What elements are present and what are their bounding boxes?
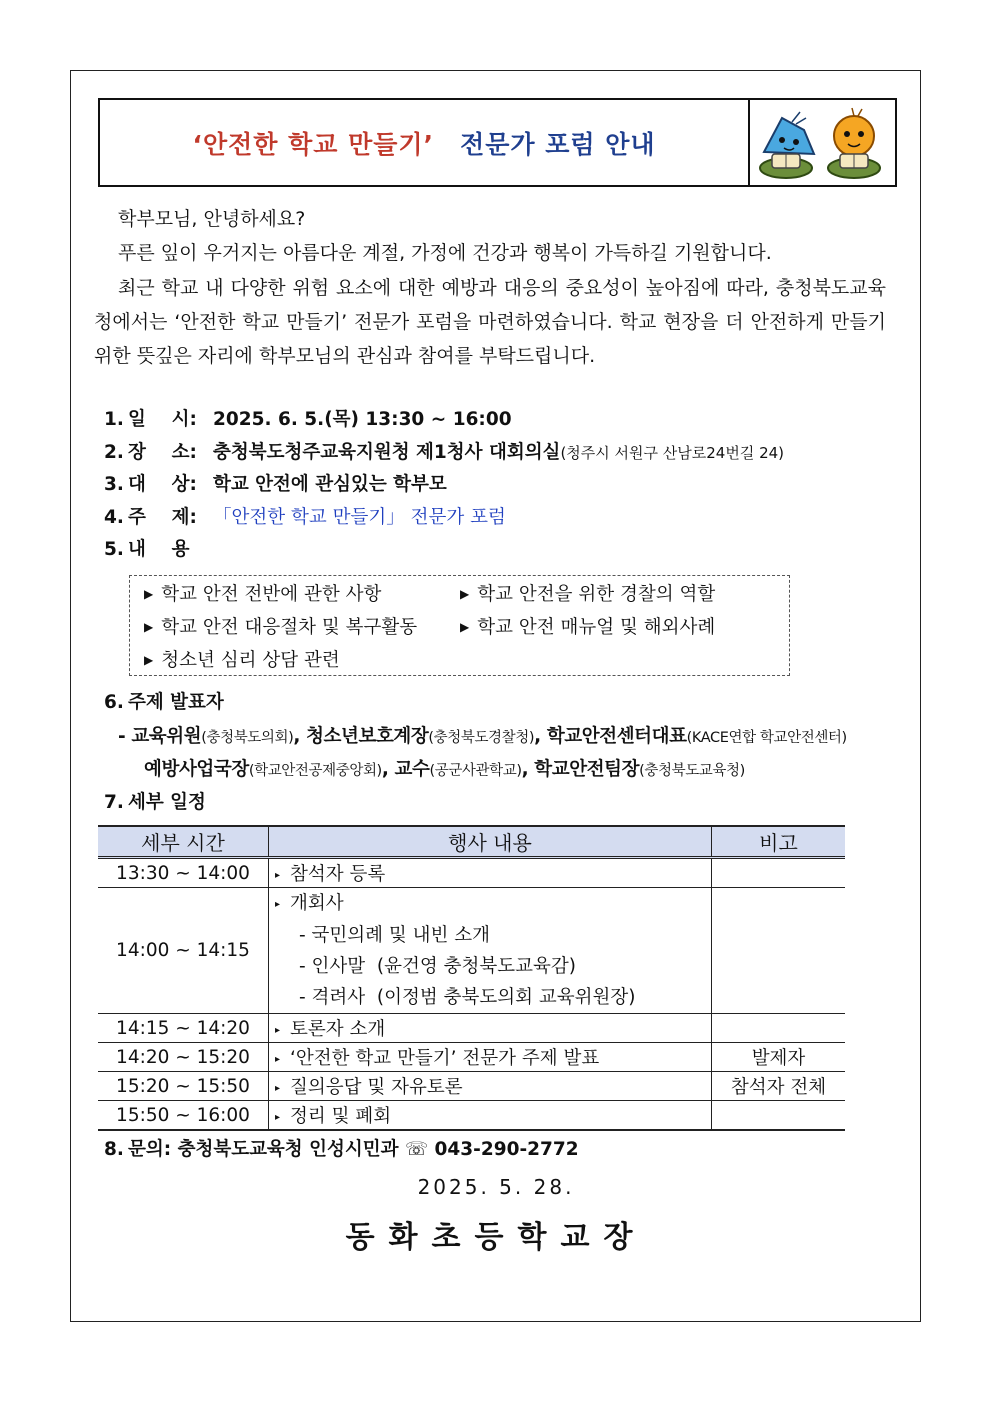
cell-note: 발제자 — [712, 1043, 846, 1072]
item-value: 학교 안전에 관심있는 학부모 — [213, 474, 447, 495]
item-number: 5. — [104, 539, 124, 560]
mascot-right — [828, 108, 880, 178]
contents-item: ▶ 학교 안전 대응절차 및 복구활동 — [144, 617, 418, 638]
cell-time: 15:20 ~ 15:50 — [98, 1072, 269, 1101]
title-box — [98, 98, 897, 187]
item-number: 2. — [104, 442, 124, 463]
cell-time: 14:20 ~ 15:20 — [98, 1043, 269, 1072]
bullet-icon: ▸ — [275, 1083, 281, 1094]
table-row — [98, 858, 845, 888]
bullet-icon: ▶ — [144, 587, 154, 601]
bullet-icon: ▶ — [460, 587, 470, 601]
item-date — [104, 405, 512, 431]
sub-item: - 격려사 (이정범 충북도의회 교육위원장) — [299, 987, 636, 1008]
presenter-org: (KACE연합 학교안전센터) — [686, 730, 847, 746]
intro-line-3: 최근 학교 내 다양한 위험 요소에 대한 예방과 대응의 중요성이 높아짐에 따라, 충청북도교육청에서는 ‘안전한 학교 만들기’ 전문가 포럼을 마련하였습니다. 학교 현장을 더 안전하게 만들기 위한 뜻깊은 자리에 학부모님의 관심과 참여를 부탁드립니다. — [94, 277, 886, 367]
item-number: 8. — [104, 1139, 124, 1160]
item-label: 주제 발표자 — [128, 692, 224, 713]
cell-note — [712, 1014, 846, 1043]
mascot-left — [760, 112, 814, 178]
item-number: 4. — [104, 507, 124, 528]
presenter-org: (충청북도의회) — [201, 730, 294, 746]
item-label: 일 시: — [128, 409, 197, 430]
schedule-header-row — [98, 826, 845, 858]
col-header-note: 비고 — [712, 826, 846, 858]
page-title — [100, 100, 748, 185]
schedule-table — [98, 825, 845, 1131]
contents-item: ▶ 학교 안전 전반에 관한 사항 — [144, 584, 382, 605]
sub-item: - 국민의례 및 내빈 소개 — [299, 925, 491, 946]
presenter-org: (충청북도교육청) — [639, 763, 745, 779]
presenter-org: (공군사관학교) — [429, 763, 522, 779]
item-label: 장 소: — [128, 442, 197, 463]
cell-time: 14:00 ~ 14:15 — [98, 888, 269, 1014]
item-place — [104, 438, 784, 464]
presenter: 학교안전팀장 — [534, 759, 640, 780]
item-value: 2025. 6. 5.(목) 13:30 ~ 16:00 — [213, 409, 512, 430]
presenter: 예방사업국장 — [144, 759, 249, 780]
cell-note: 참석자 전체 — [712, 1072, 846, 1101]
contents-item: ▶ 학교 안전 매뉴얼 및 해외사례 — [460, 617, 716, 638]
mascot-illustration — [752, 104, 892, 182]
contact-text: 문의: 충청북도교육청 인성시민과 — [128, 1139, 399, 1160]
cell-note — [712, 888, 846, 1014]
item-address: (청주시 서원구 산남로24번길 24) — [560, 444, 785, 462]
cell-content: ▸ 개회사 - 국민의례 및 내빈 소개 - 인사말 (윤건영 충청북도교육감) - 격려사 (이정범 충북도의회 교육위원장) — [269, 888, 712, 1014]
table-row — [98, 888, 845, 1014]
item-label: 주 제: — [128, 507, 197, 528]
contents-item: ▶ 청소년 심리 상담 관련 — [144, 650, 340, 671]
school-signature: 동화초등학교장 — [345, 1220, 647, 1255]
contents-item: ▶ 학교 안전을 위한 경찰의 역할 — [460, 584, 716, 605]
cell-time: 15:50 ~ 16:00 — [98, 1101, 269, 1131]
title-divider — [748, 100, 750, 185]
cell-content: ▸ ‘안전한 학교 만들기’ 전문가 주제 발표 — [269, 1043, 712, 1072]
item-label: 내 용 — [128, 539, 190, 560]
cell-note — [712, 858, 846, 888]
presenters-line-1: - 교육위원(충청북도의회), 청소년보호계장(충청북도경찰청), 학교안전센터대표(KACE연합 학교안전센터) — [118, 726, 847, 747]
bullet-icon: ▶ — [144, 653, 154, 667]
title-part1: ‘안전한 학교 만들기’ — [192, 129, 435, 159]
item-label: 대 상: — [128, 474, 197, 495]
item-number: 3. — [104, 474, 124, 495]
item-number: 1. — [104, 409, 124, 430]
presenter-org: (학교안전공제중앙회) — [248, 763, 382, 779]
bullet-icon: ▸ — [275, 899, 281, 910]
cell-time: 13:30 ~ 14:00 — [98, 858, 269, 888]
table-row — [98, 1043, 845, 1072]
phone-icon: ☏ — [404, 1139, 429, 1160]
presenter: 학교안전센터대표 — [546, 726, 687, 747]
greeting: 학부모님, 안녕하세요? — [118, 208, 306, 230]
cell-time: 14:15 ~ 14:20 — [98, 1014, 269, 1043]
cell-content: ▸ 토론자 소개 — [269, 1014, 712, 1043]
col-header-content: 행사 내용 — [269, 826, 712, 858]
contents-box — [129, 575, 790, 676]
item-value: 「안전한 학교 만들기」 전문가 포럼 — [213, 507, 506, 528]
contact-line — [104, 1135, 579, 1161]
item-label: 세부 일정 — [128, 792, 206, 813]
presenter-org: (충청북도경찰청) — [428, 730, 535, 746]
item-number: 7. — [104, 792, 124, 813]
bullet-icon: ▸ — [275, 1025, 281, 1036]
bullet-icon: ▶ — [144, 620, 154, 634]
item-target — [104, 470, 447, 496]
intro-line-2: 푸른 잎이 우거지는 아름다운 계절, 가정에 건강과 행복이 가득하길 기원합니다. — [118, 242, 772, 264]
bullet-icon: ▸ — [275, 1054, 281, 1065]
presenter: 청소년보호계장 — [306, 726, 429, 747]
cell-content: ▸ 질의응답 및 자유토론 — [269, 1072, 712, 1101]
bullet-icon: ▸ — [275, 1112, 281, 1123]
item-contents — [104, 535, 190, 561]
presenter: 교육위원 — [131, 726, 202, 747]
contact-phone: 043-290-2772 — [434, 1139, 579, 1160]
cell-note — [712, 1101, 846, 1131]
presenters-line-2: 예방사업국장(학교안전공제중앙회), 교수(공군사관학교), 학교안전팀장(충청북도교육청) — [144, 759, 745, 780]
item-presenters — [104, 688, 224, 714]
sub-item: - 인사말 (윤건영 충청북도교육감) — [299, 956, 576, 977]
col-header-time: 세부 시간 — [98, 826, 269, 858]
cell-content: ▸ 정리 및 폐회 — [269, 1101, 712, 1131]
table-row — [98, 1072, 845, 1101]
item-schedule — [104, 788, 206, 814]
table-row — [98, 1014, 845, 1043]
issue-date: 2025. 5. 28. — [417, 1175, 575, 1199]
cell-content: ▸ 참석자 등록 — [269, 858, 712, 888]
item-number: 6. — [104, 692, 124, 713]
table-row — [98, 1101, 845, 1131]
bullet-icon: ▶ — [460, 620, 470, 634]
item-value: 충청북도청주교육지원청 제1청사 대회의실 — [213, 442, 561, 463]
item-topic — [104, 503, 506, 529]
title-part2: 전문가 포럼 안내 — [460, 129, 656, 159]
bullet-icon: ▸ — [275, 870, 281, 881]
presenter: 교수 — [394, 759, 430, 780]
